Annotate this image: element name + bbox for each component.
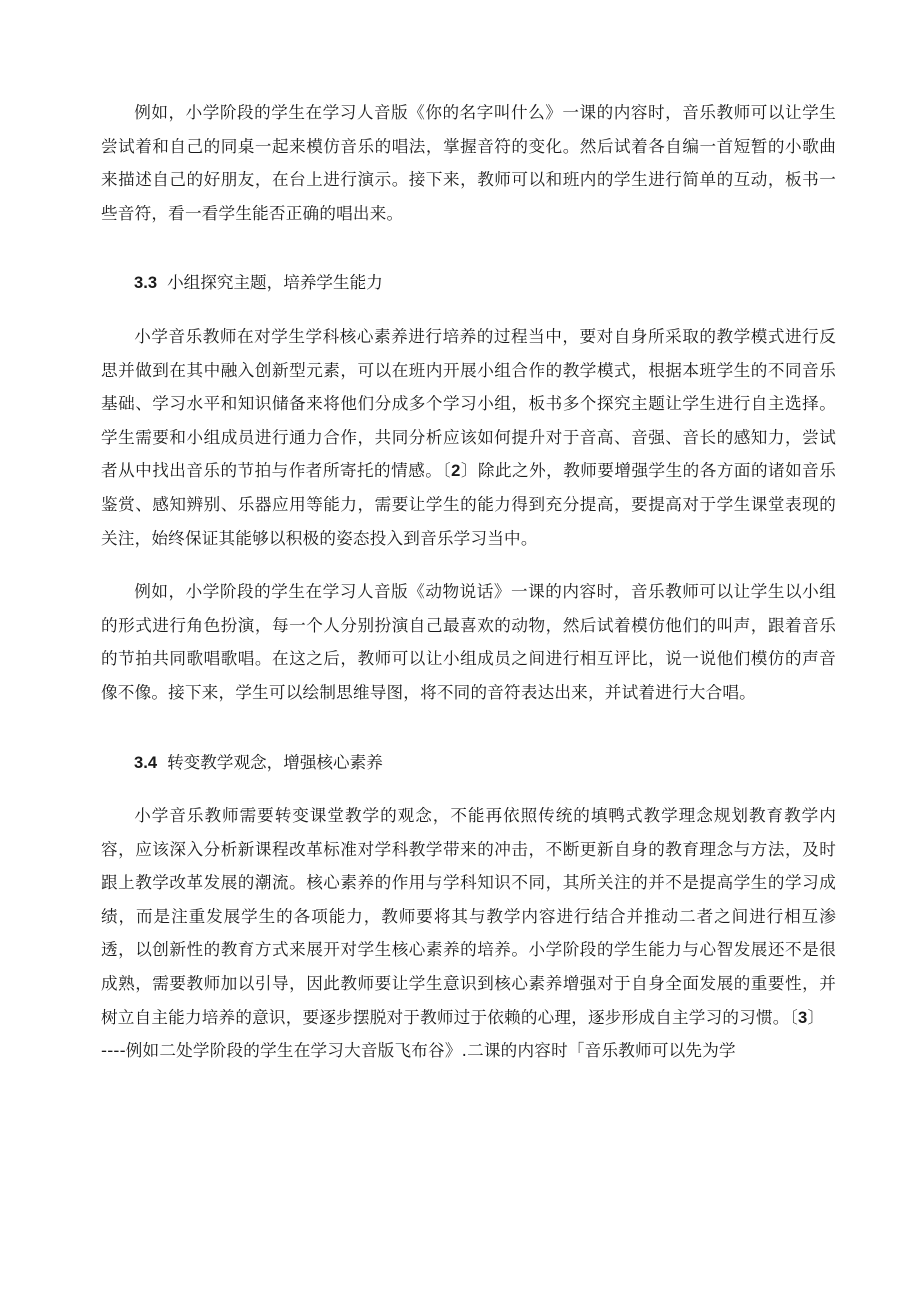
spacer	[101, 779, 836, 799]
paragraph-2-text-b: 除此之外，教师要增强学生的各方面的诸如音乐鉴赏、感知辨别、乐器应用等能力，需要让学生的能力得到充分提高，要提高对于学生课堂表现的关注，始终保证其能够以积极的姿态投入到音乐学习当中。	[101, 461, 837, 548]
paragraph-2	[101, 320, 836, 555]
spacer	[101, 230, 836, 266]
citation-number: 3	[798, 1007, 808, 1027]
paragraph-3: 例如，小学阶段的学生在学习人音版《动物说话》一课的内容时，音乐教师可以让学生以小组的形式进行角色扮演，每一个人分别扮演自己最喜欢的动物，然后试着模仿他们的叫声，跟着音乐的节拍共同歌唱歌唱。在这之后，教师可以让小组成员之间进行相互评比，说一说他们模仿的声音像不像。接下来，学生可以绘制思维导图，将不同的音符表达出来，并试着进行大合唱。	[101, 582, 836, 702]
section-title: 小组探究主题，培养学生能力	[167, 273, 383, 293]
document-body	[101, 96, 836, 1068]
paragraph-1: 例如，小学阶段的学生在学习人音版《你的名字叫什么》一课的内容时，音乐教师可以让学生尝试着和自己的同桌一起来模仿音乐的唱法，掌握音符的变化。然后试着各自编一首短暂的小歌曲来描述自己的好朋友，在台上进行演示。接下来，教师可以和班内的学生进行简单的互动，板书一些音符，看一看学生能否正确的唱出来。	[101, 103, 836, 223]
citation-bracket-open: 〔	[789, 1007, 799, 1027]
paragraph-2-text-a: 小学音乐教师在对学生学科核心素养进行培养的过程当中，要对自身所采取的教学模式进行反思并做到在其中融入创新型元素，可以在班内开展小组合作的教学模式，根据本班学生的不同音乐基础、学习水平和知识储备来将他们分成多个学习小组，板书多个探究主题让学生进行自主选择。学生需要和小组成员进行通力合作，共同分析应该如何提升对于音高、音强、音长的感知力，尝试者从中找出音乐的节拍与作者所寄托的情感。	[101, 326, 836, 481]
spacer	[101, 555, 836, 575]
paragraph-4-text: 小学音乐教师需要转变课堂教学的观念，不能再依照传统的填鸭式教学理念规划教育教学内容，应该深入分析新课程改革标准对学科教学带来的冲击，不断更新自身的教育理念与方法，及时跟上教学改革发展的潮流。核心素养的作用与学科知识不同，其所关注的并不是提高学生的学习成绩，而是注重发展学生的各项能力，教师要将其与教学内容进行结合并推动二者之间进行相互渗透，以创新性的教育方式来展开对学生核心素养的培养。小学阶段的学生能力与心智发展还不是很成熟，需要教师加以引导，因此教师要让学生意识到核心素养增强对于自身全面发展的重要性，并树立自主能力培养的意识，要逐步摆脱对于教师过于依赖的心理，逐步形成自主学习的习惯。	[101, 806, 836, 1027]
section-number: 3.4	[134, 752, 158, 772]
citation-number: 2	[451, 461, 461, 481]
spacer	[101, 710, 836, 746]
section-number: 3.3	[134, 273, 158, 293]
section-heading-3-4	[101, 746, 836, 780]
citation-bracket-close: 〕	[460, 461, 478, 481]
paragraph-4	[101, 799, 836, 1034]
citation-bracket-close: 〕	[807, 1007, 825, 1027]
section-title: 转变教学观念，增强核心素养	[167, 752, 383, 772]
section-heading-3-3	[101, 266, 836, 300]
citation-3	[790, 1008, 825, 1027]
citation-bracket-open: 〔	[442, 461, 452, 481]
citation-2	[442, 461, 478, 480]
paragraph-5-partial: ----例如二处学阶段的学生在学习大音版飞布谷》.二课的内容时「音乐教师可以先为学	[101, 1041, 736, 1061]
spacer	[101, 300, 836, 320]
